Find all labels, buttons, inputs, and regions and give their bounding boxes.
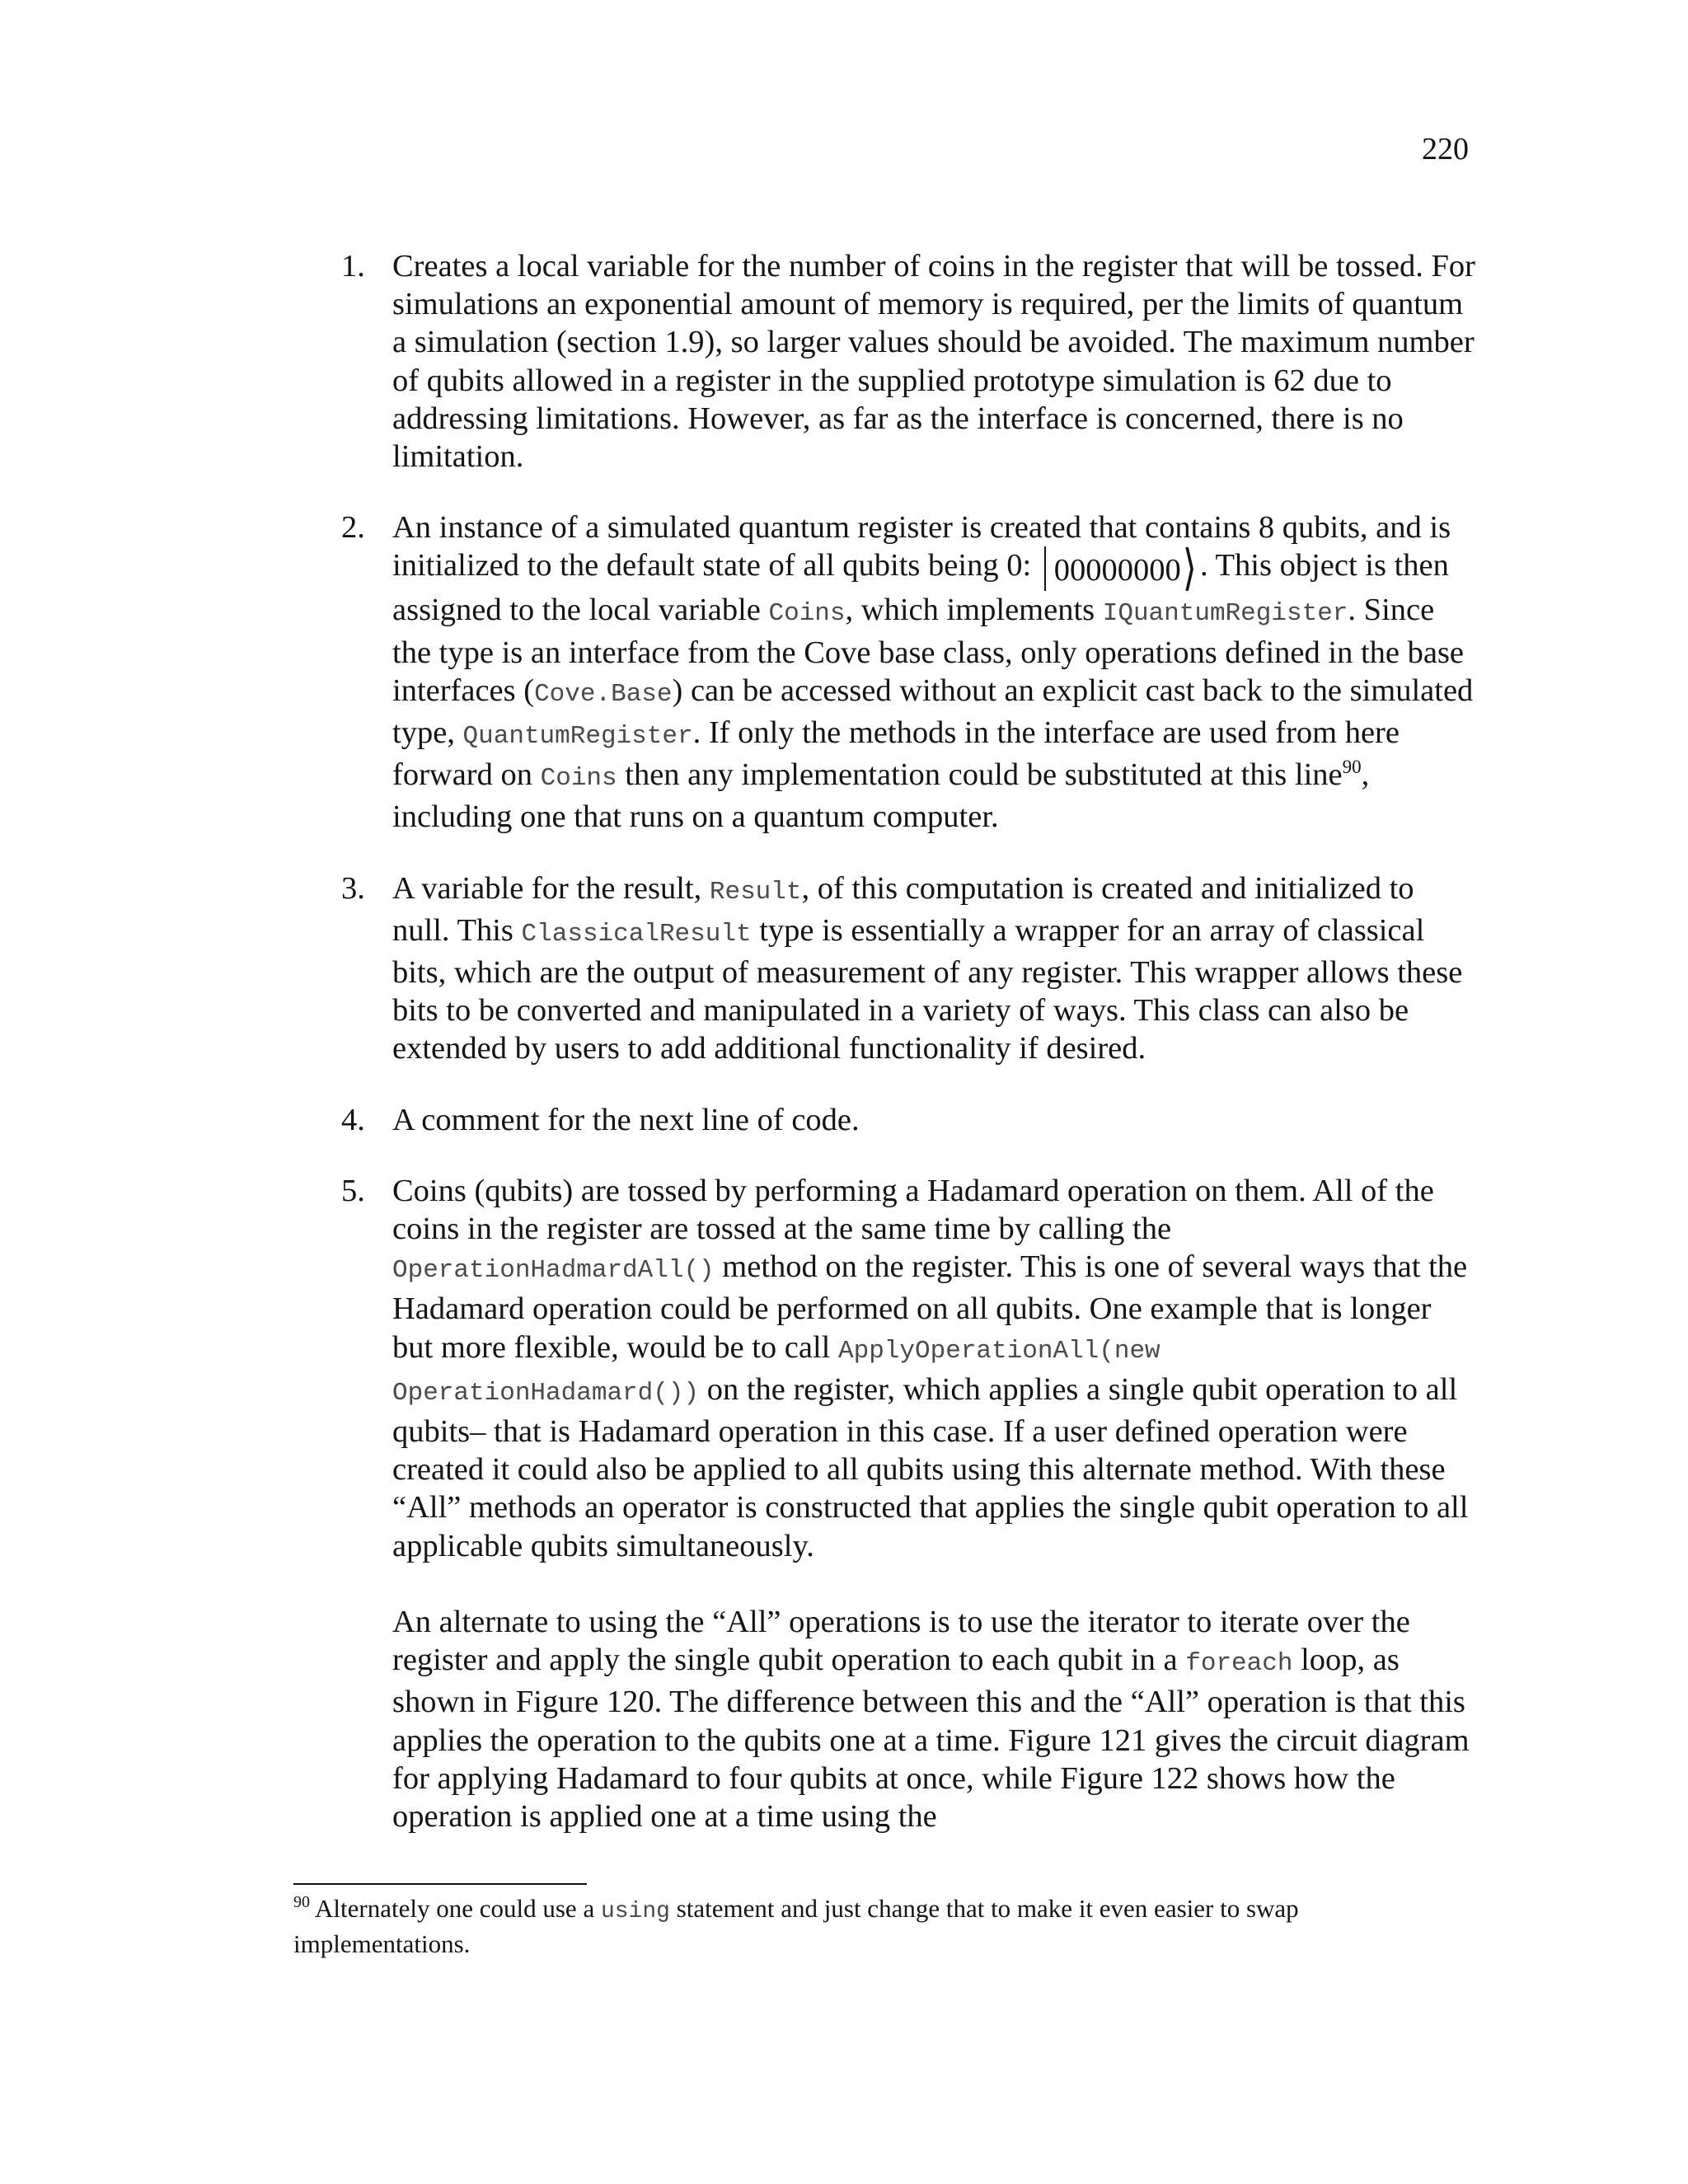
code-classicalresult: ClassicalResult (521, 919, 752, 949)
code-iquantumregister: IQuantumRegister (1102, 599, 1348, 629)
footnote (293, 1892, 1447, 1960)
list-item-number: 4. (341, 1102, 365, 1137)
list-item (341, 869, 1476, 1068)
text-run: , which implements (845, 593, 1095, 628)
list-item-number: 3. (341, 870, 365, 906)
text-run: , including one that runs on a quantum computer. (392, 757, 1370, 835)
footnote-marker: 90 (293, 1893, 310, 1911)
list-item-text (392, 509, 1476, 836)
page-number: 220 (1422, 132, 1469, 166)
numbered-list (341, 247, 1476, 1868)
code-coins: Coins (540, 764, 617, 794)
text-run: Coins (qubits) are tossed by performing a Hadamard operation on them. All of the coins in the register are tossed at the same time by calling the (392, 1173, 1434, 1247)
list-item-number: 5. (341, 1173, 365, 1208)
code-foreach: foreach (1185, 1649, 1293, 1679)
list-item-text: Creates a local variable for the number of coins in the register that will be tossed. For simulations an exponential amount of memory is required, per the limits of quantum a simulation (section 1.9), so larger values should be avoided. The maximum number of qubits allowed in a register in the supplied prototype simulation is 62 due to addressing limitations. However, as far as the interface is concerned, there is no limitation. (392, 249, 1475, 475)
footnote-divider (293, 1883, 587, 1885)
ket-value: 00000000 (1053, 553, 1181, 588)
code-result: Result (709, 877, 802, 907)
list-item-number: 1. (341, 249, 365, 284)
list-item-text: A comment for the next line of code. (392, 1102, 860, 1137)
text-run: Alternately one could use a (315, 1894, 595, 1923)
text-run: . If only the methods in the interface are used from here forward on (392, 715, 1400, 793)
footnote-reference: 90 (1342, 757, 1362, 778)
code-operationhadmardall: OperationHadmardAll() (392, 1256, 715, 1286)
list-item-text (392, 1172, 1476, 1565)
list-item (341, 509, 1476, 836)
text-run: then any implementation could be substituted at this line (625, 757, 1343, 793)
text-run: An instance of a simulated quantum register is created that contains 8 qubits, and is initialized to the default state of all qubits being 0: (392, 510, 1451, 583)
text-run: ) can be accessed without an explicit cast back to the simulated type, (392, 673, 1474, 751)
ket-angle: ⟩ (1182, 541, 1197, 596)
text-run: , of this computation is created and initialized to null. This (392, 870, 1414, 948)
list-item (341, 247, 1476, 476)
text-run: . This object is then assigned to the local variable (392, 548, 1449, 628)
code-cove-base: Cove.Base (534, 679, 673, 709)
text-run: method on the register. This is one of several ways that the Hadamard operation could be performed on all qubits. One example that is longer but more flexible, would be to call (392, 1249, 1468, 1365)
text-run: type is essentially a wrapper for an array of classical bits, which are the output of measurement of any register. This wrapper allows these bits to be converted and manipulated in a variety of ways. This class can also be extended by users to add additional functionality if desired. (392, 912, 1463, 1066)
text-run: statement and just change that to make it even easier to swap implementations. (293, 1894, 1299, 1958)
code-applyoperationall: ApplyOperationAll(new OperationHadamard()) (392, 1336, 1160, 1408)
code-quantumregister: QuantumRegister (462, 722, 693, 752)
list-item (341, 1172, 1476, 1835)
text-run: A variable for the result, (392, 870, 702, 906)
text-run: loop, as shown in Figure 120. The difference between this and the “All” operation is that this applies the operation to the qubits one at a time. Figure 121 gives the circuit diagram for applying Hadamard to four qubits at once, while Figure 122 shows how the operation is applied one at a time using the (392, 1643, 1470, 1834)
list-item-number: 2. (341, 510, 365, 546)
list-item-paragraph (392, 1603, 1476, 1835)
text-run: . Since the type is an interface from the Cove base class, only operations defined in the base interfaces ( (392, 593, 1465, 708)
code-using: using (600, 1899, 670, 1924)
list-item-text (392, 869, 1476, 1068)
text-run: An alternate to using the “All” operations is to use the iterator to iterate over the register and apply the single qubit operation to each qubit in a (392, 1604, 1410, 1678)
text-run: on the register, which applies a single qubit operation to all qubits– that is Hadamard operation in this case. If a user defined operation were created it could also be applied to all qubits using this alternate method. With these “All” methods an operator is constructed that applies the single qubit operation to all applicable qubits simultaneously. (392, 1371, 1469, 1563)
code-coins: Coins (768, 599, 846, 629)
list-item (341, 1101, 1476, 1139)
ket-notation (1044, 541, 1200, 596)
